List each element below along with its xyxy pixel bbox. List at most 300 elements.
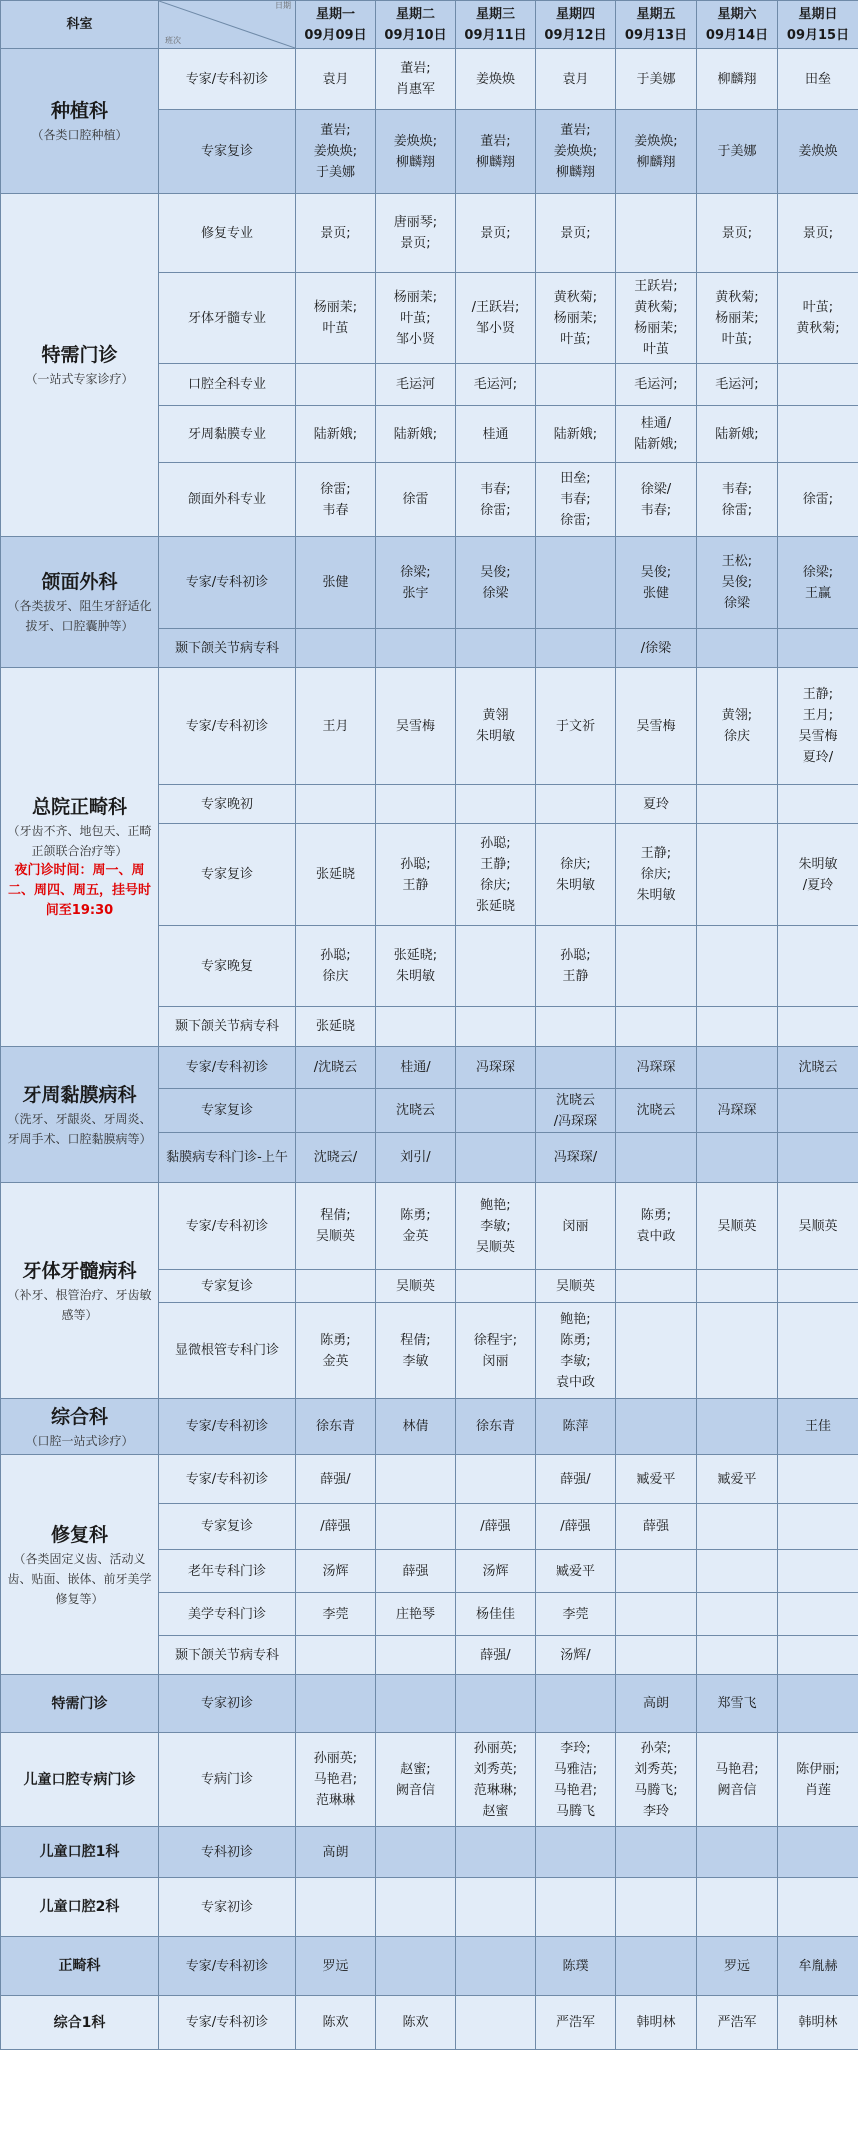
doctor-cell — [778, 1303, 858, 1399]
doctor-cell — [616, 1550, 697, 1593]
day-header: 星期日 09月15日 — [778, 1, 858, 49]
doctor-cell: 沈晓云/ — [296, 1133, 376, 1183]
doctor-cell: 王松; 吴俊; 徐梁 — [697, 537, 778, 629]
doctor-cell: 林倩 — [376, 1399, 456, 1455]
service-type-cell: 专家复诊 — [159, 1270, 296, 1303]
doctor-cell — [456, 629, 536, 668]
doctor-cell: 陆新娥; — [536, 406, 616, 463]
doctor-cell — [536, 537, 616, 629]
doctor-cell — [616, 1270, 697, 1303]
night-clinic-note: 夜门诊时间：周一、周二、周四、周五，挂号时间至19:30 — [7, 863, 151, 918]
doctor-cell: 吴雪梅 — [616, 668, 697, 785]
doctor-cell: 高朗 — [616, 1675, 697, 1733]
doctor-cell: 薛强/ — [296, 1455, 376, 1504]
doctor-cell: 田垒 — [778, 49, 858, 110]
schedule-row — [1, 1827, 858, 1878]
doctor-cell — [456, 1455, 536, 1504]
service-type-cell: 颞下颌关节病专科 — [159, 1636, 296, 1675]
doctor-cell: /沈晓云 — [296, 1047, 376, 1089]
doctor-cell — [778, 785, 858, 824]
doctor-cell — [296, 785, 376, 824]
schedule-body — [1, 49, 858, 2050]
doctor-cell — [536, 785, 616, 824]
doctor-cell: 董岩; 柳麟翔 — [456, 110, 536, 194]
day-header: 星期三 09月11日 — [456, 1, 536, 49]
doctor-cell: 徐梁; 张宇 — [376, 537, 456, 629]
doctor-cell: 陆新娥; — [296, 406, 376, 463]
doctor-cell — [536, 1878, 616, 1937]
department-cell — [1, 1455, 159, 1675]
diagonal-header-cell — [159, 1, 296, 49]
doctor-cell: 严浩军 — [536, 1996, 616, 2050]
doctor-cell: 徐庆; 朱明敏 — [536, 824, 616, 926]
doctor-cell — [778, 406, 858, 463]
doctor-cell — [296, 1636, 376, 1675]
doctor-cell: 薛强/ — [456, 1636, 536, 1675]
doctor-cell — [697, 824, 778, 926]
doctor-cell — [697, 1303, 778, 1399]
doctor-cell: 陈欢 — [296, 1996, 376, 2050]
doctor-cell: 程倩; 李敏 — [376, 1303, 456, 1399]
day-header: 星期二 09月10日 — [376, 1, 456, 49]
doctor-cell: 袁月 — [296, 49, 376, 110]
doctor-cell: 吴顺英 — [376, 1270, 456, 1303]
doctor-cell: 于美娜 — [697, 110, 778, 194]
doctor-cell: 于文祈 — [536, 668, 616, 785]
doctor-cell — [616, 1133, 697, 1183]
department-description: （口腔一站式诊疗） — [25, 1433, 134, 1448]
schedule-row — [1, 194, 858, 273]
doctor-cell: 张健 — [296, 537, 376, 629]
doctor-cell — [616, 1636, 697, 1675]
doctor-cell — [697, 1636, 778, 1675]
department-name: 牙体牙髓病科 — [22, 1259, 137, 1282]
doctor-cell: 张延晓 — [296, 1007, 376, 1047]
service-type-cell: 专科初诊 — [159, 1827, 296, 1878]
doctor-cell: 唐丽琴; 景页; — [376, 194, 456, 273]
department-cell — [1, 1937, 159, 1996]
doctor-cell: /薛强 — [456, 1504, 536, 1550]
department-description: （各类拔牙、阻生牙舒适化拔牙、口腔囊肿等） — [7, 599, 152, 633]
service-type-cell: 专家复诊 — [159, 824, 296, 926]
department-cell — [1, 668, 159, 1047]
doctor-cell — [616, 1937, 697, 1996]
day-header: 星期六 09月14日 — [697, 1, 778, 49]
doctor-cell — [697, 785, 778, 824]
doctor-cell — [778, 364, 858, 406]
doctor-cell: 孙聪; 徐庆 — [296, 926, 376, 1007]
doctor-cell: 毛运河; — [456, 364, 536, 406]
service-type-cell: 专家/专科初诊 — [159, 1937, 296, 1996]
doctor-cell — [456, 1089, 536, 1133]
doctor-cell: 徐东青 — [456, 1399, 536, 1455]
doctor-cell: 田垒; 韦春; 徐雷; — [536, 463, 616, 537]
doctor-cell: 毛运河; — [697, 364, 778, 406]
doctor-cell: 黄翎 朱明敏 — [456, 668, 536, 785]
doctor-cell: 陈勇; 袁中政 — [616, 1183, 697, 1270]
doctor-cell: 陆新娥; — [376, 406, 456, 463]
service-type-cell: 颞下颌关节病专科 — [159, 629, 296, 668]
doctor-cell — [536, 629, 616, 668]
doctor-cell: 陈伊丽; 肖莲 — [778, 1733, 858, 1827]
department-name: 儿童口腔专病门诊 — [23, 1771, 136, 1788]
service-type-cell: 专家复诊 — [159, 1089, 296, 1133]
day-header: 星期五 09月13日 — [616, 1, 697, 49]
doctor-cell — [778, 629, 858, 668]
doctor-cell: 张延晓 — [296, 824, 376, 926]
doctor-cell: 王佳 — [778, 1399, 858, 1455]
doctor-cell — [616, 1878, 697, 1937]
service-type-cell: 专家晚初 — [159, 785, 296, 824]
doctor-cell: 臧爱平 — [616, 1455, 697, 1504]
doctor-cell — [616, 194, 697, 273]
doctor-cell — [697, 926, 778, 1007]
doctor-cell — [376, 1878, 456, 1937]
department-name: 综合1科 — [53, 2014, 106, 2031]
department-name: 总院正畸科 — [31, 796, 127, 818]
doctor-cell: 李莞 — [296, 1593, 376, 1636]
service-type-cell: 显微根管专科门诊 — [159, 1303, 296, 1399]
doctor-cell: 桂通/ — [376, 1047, 456, 1089]
doctor-cell: 沈晓云 — [616, 1089, 697, 1133]
department-name: 修复科 — [50, 1523, 108, 1546]
doctor-cell — [778, 926, 858, 1007]
doctor-cell: 景页; — [697, 194, 778, 273]
doctor-cell: 姜焕焕 — [778, 110, 858, 194]
doctor-cell — [456, 1133, 536, 1183]
doctor-cell — [616, 1827, 697, 1878]
department-cell — [1, 1399, 159, 1455]
doctor-cell — [697, 1133, 778, 1183]
doctor-cell — [536, 1675, 616, 1733]
service-type-cell: 颌面外科专业 — [159, 463, 296, 537]
doctor-cell — [778, 1007, 858, 1047]
doctor-cell — [376, 1636, 456, 1675]
doctor-cell: 汤辉/ — [536, 1636, 616, 1675]
doctor-cell: 王静; 王月; 吴雪梅 夏玲/ — [778, 668, 858, 785]
department-description: （一站式专家诊疗） — [25, 372, 134, 386]
doctor-cell: 柳麟翔 — [697, 49, 778, 110]
doctor-cell — [296, 1089, 376, 1133]
doctor-cell: 沈晓云 — [376, 1089, 456, 1133]
department-cell — [1, 194, 159, 537]
doctor-cell: 韩明林 — [616, 1996, 697, 2050]
schedule-row — [1, 1399, 858, 1455]
department-cell — [1, 49, 159, 194]
doctor-cell: 冯琛琛 — [697, 1089, 778, 1133]
doctor-cell: 马艳君; 阙音信 — [697, 1733, 778, 1827]
doctor-cell: 薛强 — [376, 1550, 456, 1593]
doctor-cell: 王静; 徐庆; 朱明敏 — [616, 824, 697, 926]
doctor-cell: 沈晓云 — [778, 1047, 858, 1089]
doctor-cell — [296, 1270, 376, 1303]
doctor-cell — [456, 926, 536, 1007]
doctor-cell — [697, 1399, 778, 1455]
service-type-cell: 美学专科门诊 — [159, 1593, 296, 1636]
department-name: 综合科 — [50, 1405, 108, 1428]
doctor-cell — [697, 1827, 778, 1878]
department-name: 正畸科 — [58, 1958, 101, 1974]
doctor-cell: 陈欢 — [376, 1996, 456, 2050]
doctor-cell — [697, 629, 778, 668]
department-description: （各类口腔种植） — [31, 128, 128, 142]
doctor-cell: 吴顺英 — [536, 1270, 616, 1303]
doctor-cell — [697, 1007, 778, 1047]
doctor-cell: 陈勇; 金英 — [296, 1303, 376, 1399]
doctor-cell: 陈萍 — [536, 1399, 616, 1455]
doctor-cell — [296, 364, 376, 406]
schedule-row — [1, 1937, 858, 1996]
doctor-cell — [536, 1827, 616, 1878]
service-type-cell: 专家/专科初诊 — [159, 1047, 296, 1089]
doctor-cell: 汤辉 — [456, 1550, 536, 1593]
doctor-cell — [456, 1996, 536, 2050]
service-type-cell: 黏膜病专科门诊-上午 — [159, 1133, 296, 1183]
doctor-cell: 景页; — [456, 194, 536, 273]
service-type-cell: 老年专科门诊 — [159, 1550, 296, 1593]
schedule-row — [1, 49, 858, 110]
doctor-cell: 姜焕焕; 柳麟翔 — [376, 110, 456, 194]
service-type-cell: 专家初诊 — [159, 1675, 296, 1733]
doctor-cell — [456, 1270, 536, 1303]
doctor-cell — [376, 1455, 456, 1504]
service-type-cell: 专家初诊 — [159, 1878, 296, 1937]
doctor-cell — [376, 1937, 456, 1996]
doctor-cell: 薛强/ — [536, 1455, 616, 1504]
doctor-cell — [778, 1827, 858, 1878]
service-type-cell: 专家/专科初诊 — [159, 1183, 296, 1270]
doctor-cell: 韩明林 — [778, 1996, 858, 2050]
doctor-cell: 于美娜 — [616, 49, 697, 110]
doctor-cell: 景页; — [296, 194, 376, 273]
doctor-cell: /薛强 — [296, 1504, 376, 1550]
department-cell — [1, 537, 159, 668]
department-description: （各类固定义齿、活动义齿、贴面、嵌体、前牙美学修复等） — [7, 1551, 152, 1606]
doctor-cell: 朱明敏 /夏玲 — [778, 824, 858, 926]
doctor-cell — [376, 629, 456, 668]
doctor-cell — [296, 1878, 376, 1937]
doctor-cell — [376, 1504, 456, 1550]
doctor-cell — [376, 785, 456, 824]
service-type-cell: 专家/专科初诊 — [159, 668, 296, 785]
schedule-row — [1, 1733, 858, 1827]
doctor-cell: 孙聪; 王静 — [376, 824, 456, 926]
service-type-cell: 专家/专科初诊 — [159, 1455, 296, 1504]
doctor-cell: 杨丽茉; 叶茧; 邹小贤 — [376, 273, 456, 364]
doctor-cell: 孙聪; 王静; 徐庆; 张延晓 — [456, 824, 536, 926]
doctor-cell: 冯琛琛 — [456, 1047, 536, 1089]
doctor-cell — [536, 364, 616, 406]
doctor-cell — [456, 1878, 536, 1937]
doctor-cell: 徐雷 — [376, 463, 456, 537]
doctor-cell — [456, 1007, 536, 1047]
doctor-cell: 罗远 — [697, 1937, 778, 1996]
doctor-cell: 毛运河 — [376, 364, 456, 406]
schedule-row — [1, 1878, 858, 1937]
doctor-cell: 陈璞 — [536, 1937, 616, 1996]
doctor-cell: 夏玲 — [616, 785, 697, 824]
doctor-cell: 王跃岩; 黄秋菊; 杨丽茉; 叶茧 — [616, 273, 697, 364]
department-description: （牙齿不齐、地包天、正畸正颌联合治疗等） — [7, 824, 152, 858]
doctor-cell: 陆新娥; — [697, 406, 778, 463]
doctor-cell: 桂通/ 陆新娥; — [616, 406, 697, 463]
department-name: 牙周黏膜病科 — [22, 1083, 137, 1106]
schedule-row — [1, 1455, 858, 1504]
doctor-cell — [296, 629, 376, 668]
doctor-cell — [697, 1593, 778, 1636]
department-cell — [1, 1827, 159, 1878]
service-type-cell: 口腔全科专业 — [159, 364, 296, 406]
doctor-cell: 严浩军 — [697, 1996, 778, 2050]
doctor-cell: 叶茧; 黄秋菊; — [778, 273, 858, 364]
doctor-cell — [456, 1937, 536, 1996]
doctor-cell — [778, 1636, 858, 1675]
service-type-cell: 修复专业 — [159, 194, 296, 273]
doctor-cell — [616, 1303, 697, 1399]
department-name: 特需门诊 — [51, 1695, 108, 1712]
doctor-cell: 杨丽茉; 叶茧 — [296, 273, 376, 364]
schedule-row — [1, 1047, 858, 1089]
doctor-cell: /徐梁 — [616, 629, 697, 668]
doctor-cell: 韦春; 徐雷; — [697, 463, 778, 537]
doctor-cell: 吴俊; 张健 — [616, 537, 697, 629]
doctor-cell: 冯琛琛 — [616, 1047, 697, 1089]
doctor-cell: 徐雷; — [778, 463, 858, 537]
department-cell — [1, 1996, 159, 2050]
service-type-cell: 专家晚复 — [159, 926, 296, 1007]
doctor-cell: 孙丽英; 刘秀英; 范琳琳; 赵蜜 — [456, 1733, 536, 1827]
doctor-cell: 牟胤赫 — [778, 1937, 858, 1996]
doctor-cell: 李玲; 马雅洁; 马艳君; 马腾飞 — [536, 1733, 616, 1827]
dept-column-header: 科室 — [1, 1, 159, 49]
doctor-cell: 庄艳琴 — [376, 1593, 456, 1636]
doctor-cell: 董岩; 姜焕焕; 于美娜 — [296, 110, 376, 194]
doctor-cell — [376, 1675, 456, 1733]
schedule-row — [1, 537, 858, 629]
doctor-cell — [778, 1593, 858, 1636]
doctor-cell: 郑雪飞 — [697, 1675, 778, 1733]
doctor-cell: 鲍艳; 李敏; 吴顺英 — [456, 1183, 536, 1270]
doctor-cell — [616, 1399, 697, 1455]
doctor-cell — [616, 1007, 697, 1047]
header-row — [1, 1, 858, 49]
doctor-cell: 姜焕焕; 柳麟翔 — [616, 110, 697, 194]
doctor-cell — [778, 1675, 858, 1733]
service-type-cell: 专家/专科初诊 — [159, 49, 296, 110]
service-type-cell: 专家复诊 — [159, 110, 296, 194]
doctor-cell: 徐程宇; 闵丽 — [456, 1303, 536, 1399]
doctor-cell: 景页; — [778, 194, 858, 273]
department-cell — [1, 1733, 159, 1827]
doctor-cell: /薛强 — [536, 1504, 616, 1550]
doctor-cell: 鲍艳; 陈勇; 李敏; 袁中政 — [536, 1303, 616, 1399]
doctor-cell: 刘引/ — [376, 1133, 456, 1183]
doctor-cell: 孙荣; 刘秀英; 马腾飞; 李玲 — [616, 1733, 697, 1827]
department-name: 颌面外科 — [41, 571, 118, 593]
doctor-cell: 袁月 — [536, 49, 616, 110]
doctor-cell: 薛强 — [616, 1504, 697, 1550]
doctor-cell: 罗远 — [296, 1937, 376, 1996]
service-type-cell: 专家/专科初诊 — [159, 1996, 296, 2050]
doctor-cell: 臧爱平 — [536, 1550, 616, 1593]
doctor-cell: 桂通 — [456, 406, 536, 463]
doctor-cell — [697, 1047, 778, 1089]
doctor-cell — [778, 1089, 858, 1133]
doctor-cell: 董岩; 姜焕焕; 柳麟翔 — [536, 110, 616, 194]
doctor-cell: 吴顺英 — [697, 1183, 778, 1270]
doctor-cell — [536, 1007, 616, 1047]
department-cell — [1, 1878, 159, 1937]
doctor-cell: 吴顺英 — [778, 1183, 858, 1270]
schedule-row — [1, 668, 858, 785]
doctor-cell — [456, 785, 536, 824]
department-name: 种植科 — [50, 100, 108, 122]
doctor-cell: 董岩; 肖惠军 — [376, 49, 456, 110]
doctor-cell: 黄秋菊; 杨丽茉; 叶茧; — [536, 273, 616, 364]
doctor-cell — [616, 1593, 697, 1636]
doctor-cell: 沈晓云 /冯琛琛 — [536, 1089, 616, 1133]
doctor-cell: 赵蜜; 阙音信 — [376, 1733, 456, 1827]
doctor-cell: 韦春; 徐雷; — [456, 463, 536, 537]
department-cell — [1, 1047, 159, 1183]
doctor-cell: 毛运河; — [616, 364, 697, 406]
doctor-cell: 高朗 — [296, 1827, 376, 1878]
doctor-cell: 黄秋菊; 杨丽茉; 叶茧; — [697, 273, 778, 364]
doctor-cell: 李莞 — [536, 1593, 616, 1636]
service-type-cell: 专家复诊 — [159, 1504, 296, 1550]
department-name: 儿童口腔1科 — [39, 1844, 120, 1860]
department-name: 儿童口腔2科 — [39, 1899, 120, 1915]
doctor-cell: 臧爱平 — [697, 1455, 778, 1504]
doctor-cell: 景页; — [536, 194, 616, 273]
doctor-cell — [536, 1047, 616, 1089]
doctor-cell: 陈勇; 金英 — [376, 1183, 456, 1270]
doctor-cell: 孙聪; 王静 — [536, 926, 616, 1007]
doctor-cell: 孙丽英; 马艳君; 范琳琳 — [296, 1733, 376, 1827]
department-description: （洗牙、牙龈炎、牙周炎、牙周手术、口腔黏膜病等） — [7, 1111, 152, 1146]
doctor-cell — [456, 1827, 536, 1878]
doctor-cell — [697, 1878, 778, 1937]
doctor-cell: 徐东青 — [296, 1399, 376, 1455]
day-header: 星期一 09月09日 — [296, 1, 376, 49]
doctor-cell — [697, 1270, 778, 1303]
doctor-cell: 徐雷; 韦春 — [296, 463, 376, 537]
doctor-cell: 冯琛琛/ — [536, 1133, 616, 1183]
doctor-cell — [296, 1675, 376, 1733]
department-cell — [1, 1675, 159, 1733]
service-type-cell: 牙体牙髓专业 — [159, 273, 296, 364]
doctor-cell: 杨佳佳 — [456, 1593, 536, 1636]
doctor-cell — [778, 1133, 858, 1183]
doctor-cell: 张延晓; 朱明敏 — [376, 926, 456, 1007]
doctor-cell — [778, 1504, 858, 1550]
doctor-cell — [376, 1827, 456, 1878]
schedule-row — [1, 1183, 858, 1270]
doctor-cell — [778, 1455, 858, 1504]
service-type-cell: 牙周黏膜专业 — [159, 406, 296, 463]
schedule-row — [1, 1675, 858, 1733]
doctor-cell: /王跃岩; 邹小贤 — [456, 273, 536, 364]
department-description: （补牙、根管治疗、牙齿敏感等） — [7, 1287, 152, 1322]
schedule-row — [1, 1996, 858, 2050]
doctor-cell: 吴雪梅 — [376, 668, 456, 785]
doctor-cell: 姜焕焕 — [456, 49, 536, 110]
doctor-cell: 吴俊; 徐梁 — [456, 537, 536, 629]
doctor-cell: 程倩; 吴顺英 — [296, 1183, 376, 1270]
service-type-cell: 专病门诊 — [159, 1733, 296, 1827]
doctor-cell: 汤辉 — [296, 1550, 376, 1593]
doctor-cell: 黄翎; 徐庆 — [697, 668, 778, 785]
